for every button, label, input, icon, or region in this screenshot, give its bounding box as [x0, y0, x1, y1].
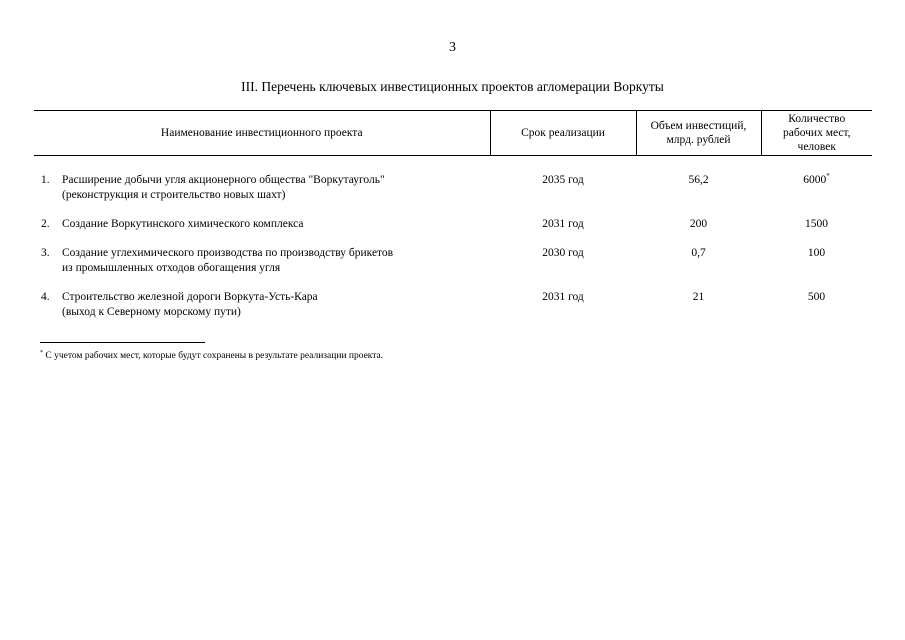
- footnote: [40, 351, 383, 361]
- term-cell: 2035 год: [542, 174, 584, 186]
- jobs-value: 500: [807, 291, 826, 303]
- header-jobs: [761, 111, 872, 156]
- project-name-line1: Строительство железной дороги Воркута-Усть-Кара: [62, 291, 318, 303]
- row-number: 2.: [41, 218, 50, 230]
- project-name-line1: Создание углехимического производства по производству брикетов: [62, 247, 394, 259]
- row-number: 4.: [41, 291, 50, 303]
- project-name-cell: [34, 217, 490, 246]
- page-number: 3: [449, 40, 456, 55]
- project-name-cell: [34, 156, 490, 218]
- project-name-line2: (реконструкция и строительство новых шахт): [62, 189, 286, 201]
- header-project-name: Наименование инвестиционного проекта: [34, 111, 490, 156]
- page-title: III. Перечень ключевых инвестиционных проектов агломерации Воркуты: [241, 79, 664, 94]
- projects-table-container: [34, 110, 872, 334]
- term-cell: 2030 год: [542, 247, 584, 259]
- jobs-cell: [761, 246, 872, 290]
- project-name-line2: из промышленных отходов обогащения угля: [62, 262, 281, 274]
- investment-cell: 21: [692, 291, 705, 303]
- header-investment: [636, 111, 761, 156]
- header-term: Срок реализации: [490, 111, 636, 156]
- term-cell: 2031 год: [542, 218, 584, 230]
- header-row: [34, 111, 872, 156]
- jobs-cell: [761, 156, 872, 218]
- footnote-mark: *: [40, 349, 43, 356]
- footnote-mark: *: [826, 172, 830, 181]
- row-number: 3.: [41, 247, 50, 259]
- project-name-line1: Создание Воркутинского химического комплекса: [62, 218, 304, 230]
- investment-cell: 200: [689, 218, 708, 230]
- table-row: [34, 246, 872, 290]
- header-investment-line1: Объем инвестиций,: [650, 120, 747, 132]
- footnote-divider: [40, 342, 205, 343]
- projects-table: [34, 110, 872, 334]
- row-number: 1.: [41, 174, 50, 186]
- project-name-line2: (выход к Северному морскому пути): [62, 306, 241, 318]
- table-header: [34, 111, 872, 156]
- jobs-value: 100: [807, 247, 826, 259]
- jobs-value: 6000: [803, 174, 827, 186]
- table-row: [34, 156, 872, 218]
- investment-cell: 56,2: [688, 174, 709, 186]
- header-jobs-line2: рабочих мест,: [782, 127, 851, 139]
- project-name-cell: [34, 246, 490, 290]
- jobs-value: 1500: [805, 218, 828, 230]
- header-investment-line2: млрд. рублей: [666, 134, 731, 146]
- term-cell: 2031 год: [542, 291, 584, 303]
- investment-cell: 0,7: [691, 247, 706, 259]
- table-row: [34, 290, 872, 334]
- header-jobs-line3: человек: [797, 141, 836, 153]
- jobs-cell: [761, 217, 872, 246]
- table-body: [34, 156, 872, 335]
- project-name-cell: [34, 290, 490, 334]
- header-jobs-line1: Количество: [788, 113, 846, 125]
- jobs-cell: [761, 290, 872, 334]
- table-row: [34, 217, 872, 246]
- project-name-line1: Расширение добычи угля акционерного общества "Воркутауголь": [62, 174, 385, 186]
- footnote-text: С учетом рабочих мест, которые будут сохранены в результате реализации проекта.: [43, 351, 384, 361]
